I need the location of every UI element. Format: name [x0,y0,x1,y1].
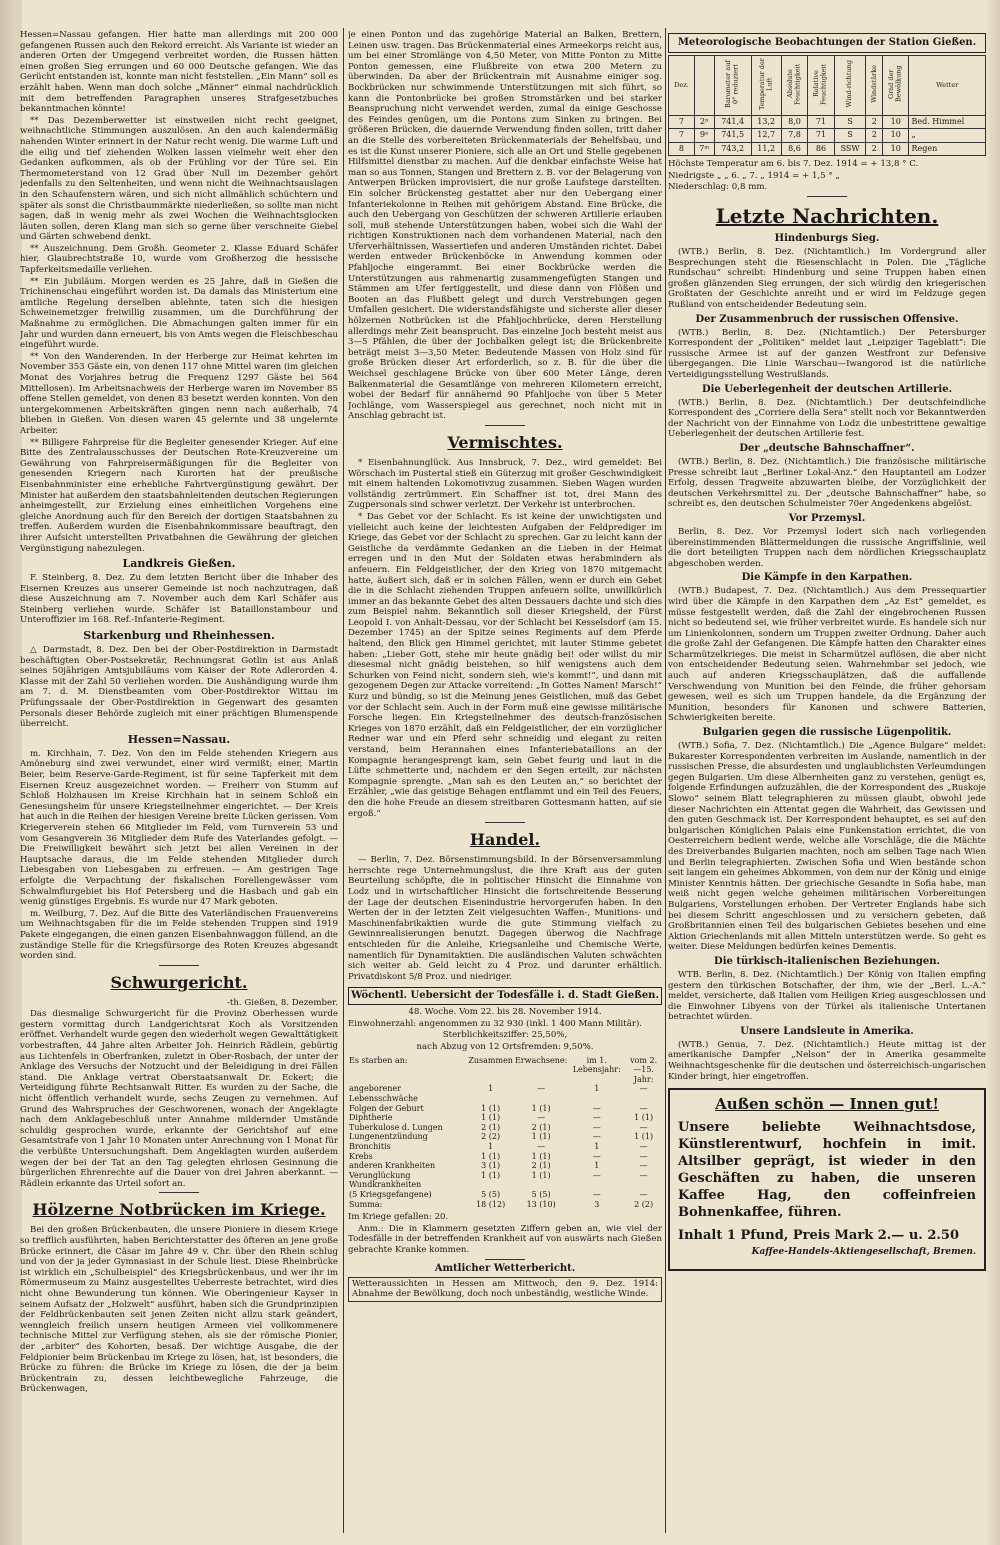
meteo-cell: 8 [669,142,695,156]
table-cell: 1 (1) [531,1151,551,1161]
table-row [348,1190,662,1200]
meteo-cell: S [834,129,866,143]
death-stats-rate-adjusted: nach Abzug von 12 Ortsfremden: 9,50%. [416,1042,594,1053]
death-stats-week: 48. Woche. Vom 22. bis 28. November 1914. [408,1007,602,1018]
news-heading: Bulgarien gegen die russische Lügenpolitik. [702,727,952,739]
table-cell: Verunglückung [349,1170,411,1180]
table-cell: 1 [488,1142,494,1151]
meteo-cell: 743,2 [714,142,751,156]
table-cell: — [639,1142,648,1151]
news-item: (WTB.) Berlin, 8. Dez. (Nichtamtlich.) Die französische militärische Presse schreibt laut „Berliner Lokal-Anz.“ den Hauptanteil am Lodzer Erfolg, dessen Tragweite abzuwarten bleibe, der Vorzüglichkeit der deutschen Verkehrsmittel zu. Der „deutsche Bahnschaffner“ habe, so schreibt es, den deutschen Schulmeister 70er Angedenkens abgelöst. [668,456,986,510]
table-cell: 1 (1) [531,1103,551,1113]
table-cell: Tuberkulose d. Lungen [349,1122,443,1132]
meteo-column-header [714,56,751,116]
table-row [348,1084,662,1103]
table-cell: — [592,1113,601,1123]
court-report: Das diesmalige Schwurgericht für die Provinz Oberhessen wurde gestern vormittag durch Landgerichtsrat Koch als Vorsitzenden eröffnet. Verhandelt wurde gegen den wiederholt wegen Gewalttätigkeit vorbestraften, 44 Jahre alten Arbeiter Joh. Heinrich Rädlein, gebürtig aus Lichtenfels in Oberfranken, zuletzt in Ober-Rosbach, der unter der Anklage des Versuchs der Notzucht und der Beleidigung in drei Fällen stand. Die Anklage vertrat Oberstaatsanwalt Dr. Eckert; die Verteidigung führte Rechtsanwalt Ritter. Es wurden zu der Sache, die nicht öffentlich verhandelt wurde, sechs Zeugen zu vernehmen. Auf Grund des Wahrspruches der Geschworenen, wonach der Angeklagte nach dem Anklagebeschluß unter Annahme mildernder Umstände schuldig gesprochen wurde, erkannte der Gerichtshof auf eine Gesamtstrafe von 1 Jahr 10 Monaten unter Anrechnung von 1 Monat für die verbüßte Untersuchungshaft. Dem Angeklagten wurden außerdem wegen der bei der Tat an den Tag gelegten ehrlosen Gesinnung die bürgerlichen Ehrenrechte auf die Dauer von drei Jahren aberkannt. — Rädlein erkannte das Urteil sofort an. [20,1009,338,1189]
column-2 [348,30,662,1533]
meteo-row [669,142,986,156]
column-header: vom 2.—15. Jahr: [630,1055,658,1084]
divider [485,822,525,823]
bridge-article-part1: Bei den großen Brückenbauten, die unsere Pioniere in diesem Kriege so trefflich ausführten, haben Berichterstatter des öfteren an jene große Brücke erinnert, die Cäsar im Jahre 49 v. Chr. über den Rhein schlug und von der ja jeder Gymnasiast in der Schule liest. Diese Rheinbrücke ist wirklich ein „Schulbeispiel“ des Kriegsbrückenbaus, und wer ihr im Römermuseum zu Mainz ausgestelltes Ueberreste betrachtet, wird dies nicht ohne Bewunderung tun können. Wie Oberingenieur Kayser in seinem Aufsatz der „Holzwelt“ ausführt, haben sich die Grundprinzipien der Feldbrückenbauten seit jenen Zeiten nicht allzu stark geändert, wenngleich freilich unsern heutigen Armeen viel vollkommenere technische Mittel zur Verfügung stehen, als sie der römische Pionier, der „arbiter“ des Kohorten, besaß. Der wichtige Ausgabe, die der Feldpionier beim Brückenbau im Kriege zu lösen, hat, ist besonders, die Brücke zu führen: die Brücke im Kriege zu lösen, die der ja beim Brückentrain zu, dessen leichtbewegliche Fahrzeuge, die Brückenwagen, [20,1225,338,1395]
meteo-cell: 2 [866,115,883,129]
table-cell [467,1180,514,1190]
meteo-cell: 7 [669,129,695,143]
meteo-heading: Meteorologische Beobachtungen der Station Gießen. [668,33,986,53]
meteo-cell: SSW [834,142,866,156]
section-heading-letzte-nachrichten: Letzte Nachrichten. [715,204,939,229]
death-statistics-table [348,1056,662,1210]
meteo-column-header [909,56,986,116]
table-cell: 5 (5) [481,1189,501,1199]
news-heading: Der „deutsche Bahnschaffner“. [739,442,915,454]
table-cell: 2 (2) [481,1132,501,1142]
section-heading-schwurgericht: Schwurgericht. [110,972,248,992]
meteo-column-header [694,56,714,116]
ad-body: Unsere beliebte Weihnachtsdose, Künstlerentwurf, hochfein in imit. Altsilber geprägt, ist wieder in den Geschäften zu haben, die unseren Kaffee Hag, den coffeinfreien Bohnenkaffee, führen. [678,1120,976,1221]
table-cell: Diphtherie [349,1113,393,1123]
table-cell: — [639,1170,648,1180]
meteo-column-header [669,56,695,116]
table-cell: Bronchitis [349,1142,391,1151]
meteo-cell: 8,0 [781,115,807,129]
table-cell: 1 (1) [481,1103,501,1113]
article-paragraph: Hessen=Nassau gefangen. Hier hatte man allerdings mit 200 000 gefangenen Russen auch den Rekord erreicht. Als Variante ist wieder an anderen Orten der Umgegend verbreitet worden, die Russen hätten einen großen Sieg errungen und 60 000 Deutsche gefangen. Wie das Gerücht entstanden ist, konnte man nicht feststellen. „Ein Mann“ soll es erzählt haben. Wenn man doch solche „Männer“ einmal nachdrücklich mit dem betreffenden Paragraphen unseres Strafgesetzbuches bekanntmachen könnte! [20,30,338,115]
table-row [348,1180,662,1190]
table-cell: 1 (1) [481,1113,501,1123]
table-cell: — [639,1084,648,1094]
news-item: Berlin, 8. Dez. Vor Przemysl lodert sich nach vorliegenden übereinstimmenden Blättermeldungen die russische Angriffslinie, weil die dort beteiligten Truppen nach dem nördlichen Kriegsschauplatz abgeschoben werden. [668,526,986,569]
table-cell [514,1180,568,1190]
meteo-cell: 9ⁿ [694,129,714,143]
table-cell: 18 (12) [476,1199,506,1209]
local-news-jubilee: ** Ein Jubiläum. Morgen werden es 25 Jahre, daß in Gießen die Trichinenschau eingeführt worden ist. Da damals das Ministerium eine amtliche Regelung derselben ablehnte, taten sich die hiesigen Schweinemetzger freiwillig zusammen, um die Durchführung der Maßnahme zu ermöglichen. Die Abmachungen galten immer für ein Jahr und wurden dann erneuert, bis von Amts wegen die Fleischbeschau eingeführt wurde. [20,276,338,351]
news-heading: Vor Przemysl. [788,512,866,524]
meteo-cell: 741,5 [714,129,751,143]
meteo-min-temp: Niedrigste „ „ 6. „ 7. „ 1914 = + 1,5 ° „ [668,170,840,181]
news-heading: Die Kämpfe in den Karpathen. [741,572,913,584]
table-cell: Wundkrankheiten [349,1180,422,1190]
section-heading-landkreis: Landkreis Gießen. [122,557,236,571]
section-heading-vermischtes: Vermischtes. [447,432,563,452]
news-item: (WTB.) Budapest, 7. Dez. (Nichtamtlich.) Aus dem Pressequartier wird über die Kämpfe in den Karpathen dem „Az Est“ gemeldet, es müsse festgestellt werden, daß die Zahl der eingebrochenen Russen nicht so bedeutend sei, wie früher verbreitet wurde. Es handele sich nur um Linienkolonnen, sondern um Truppen zweiter Ordnung. Daher auch die große Zahl der Gefangenen. Die Kämpfe hatten den Charakter eines Scharmützelkrieges. Die meist in Scharmützel auflösen, die aber nicht von entscheidender Bedeutung seien. Wahrnehmbar sei jedoch, wie auch auf anderen Kriegsschauplätzen, daß die auffallende Verschwendung von Munition bei den Feinde, die früher gehorsam gewesen, weil es sich um Truppen handele, da die Ergänzung der Munition, besonders für Kanonen und schwere Batterien, Schwierigkeiten bereite. [668,586,986,724]
news-item: (WTB.) Genua, 7. Dez. (Nichtamtlich.) Heute mittag ist der amerikanische Dampfer „Nelson“ der in Amerika gesammelte Weihnachtsgeschenke für die deutschen und österreichisch-ungarischen Kinder bringt, hier eingetroffen. [668,1039,986,1082]
meteo-column-header [866,56,883,116]
divider [485,425,525,426]
table-row [348,1104,662,1114]
table-cell: anderen Krankheiten [349,1161,436,1171]
meteo-header-label: Dez. [674,80,689,89]
meteo-column-header [781,56,807,116]
meteo-header-label: Absolute Feuchtigkeit [786,63,802,105]
table-cell: — [592,1132,601,1142]
local-news-weather: ** Das Dezemberwetter ist einstweilen nicht recht geeignet, weihnachtliche Stimmungen auszulösen. An den auch kalendermäßig nahenden Winter erinnert in der Natur recht wenig. Die warme Luft und die eilig und tief ziehenden Wolken lassen vielmehr weit eher den Gedanken aufkommen, als ob der Frühling vor der Türe sei. Ein Thermometerstand von 12 Grad über Null im Dezember gehört jedenfalls zu den Seltenheiten, und wenn nicht die Weihnachtsauslagen in den Schaufenstern wären, und sich nicht allmählich schüchtern und später als sonst die Christbaummärkte niederließen, so sollte man nicht sagen, daß in wenig mehr als zwei Wochen die Weihnachtsglocken läuten sollen, deren Klang man sich so gerne über verschneite Giebel und Gärten schwebend denkt. [20,115,338,243]
divider [485,1259,525,1260]
table-cell: — [537,1142,546,1151]
meteo-cell: 741,4 [714,115,751,129]
meteo-cell: 7ᵐ [694,142,714,156]
table-cell: — [639,1189,648,1199]
table-cell: angeborener Lebensschwäche [349,1084,418,1104]
meteo-column-header [808,56,834,116]
table-cell: Lungenentzündung [349,1132,428,1142]
news-heading: Die Ueberlegenheit der deutschen Artillerie. [701,383,953,395]
death-stats-rate: Sterblichkeitsziffer: 25,50%, [442,1030,568,1041]
column-header: Es starben an: [349,1055,408,1065]
meteo-cell: 86 [808,142,834,156]
table-cell: — [639,1103,648,1113]
table-cell: — [537,1084,546,1094]
meteo-cell: 11,2 [751,142,781,156]
table-row [348,1113,662,1123]
table-cell: Folgen der Geburt [349,1103,424,1113]
weather-forecast: Wetteraussichten in Hessen am Mittwoch, den 9. Dez. 1914: Abnahme der Bewölkung, doch noch unbeständig, westliche Winde. [348,1277,662,1302]
section-heading-handel: Handel. [469,830,541,850]
table-cell [625,1180,662,1190]
table-row [348,1142,662,1152]
meteo-cell: 2 [866,129,883,143]
meteo-cell: Regen [909,142,986,156]
column-header: im 1. Lebensjahr: [572,1055,621,1075]
table-cell: — [639,1122,648,1132]
district-news-kirchhain: m. Kirchhain, 7. Dez. Von den im Felde stehenden Kriegern aus Amöneburg sind zwei verwundet, einer wird vermißt; einer, Martin Beier, beim Reserve-Garde-Regiment, ist für seine Tapferkeit mit dem Eisernen Kreuz ausgezeichnet worden. — Freiherr von Stumm auf Schloß Holzhausen im Kreise Kirchhain hat in seinem Schloß ein Genesungsheim für unsere Kriegsteilnehmer eingerichtet. — Der Kreis hat auch in die Reihen der hiesigen Vereine breite Lücken gerissen. Vom Kriegerverein stehen 66 Mitglieder im Feld, vom Turnverein 53 und vom Gesangverein 36 Mitglieder dem Rufe des Vaterlandes gefolgt. — Die Freiwilligkeit bewährt sich jetzt bei allen Vereinen in der Hauptsache daraus, die im Felde stehenden Mitglieder durch Liebesgaben von Liebesgaben zu erfreuen. — Am gestrigen Tage erfolgte die Verpachtung der fiskalischen Forellengewässer vom Schwalmflurgebiet bis Hof Petersberg und die Hasbach und gab ein wenig günstiges Ergebnis. Es wurde nur 47 Mark geboten. [20,748,338,908]
table-cell: (5 Kriegsgefangene) [349,1189,432,1199]
table-cell: 2 (1) [481,1122,501,1132]
death-statistics-heading: Wöchentl. Uebersicht der Todesfälle i. d. Stadt Gießen. [348,987,662,1005]
table-cell: — [639,1161,648,1171]
meteo-cell: 71 [808,115,834,129]
table-cell: 3 (1) [481,1161,501,1171]
meteo-cell: Bed. Himmel [909,115,986,129]
table-row [348,1200,662,1210]
meteo-cell: 13,2 [751,115,781,129]
table-cell: 3 [594,1199,600,1209]
column-header: Zusammen [468,1055,513,1065]
meteo-column-header [751,56,781,116]
meteo-table [668,55,986,156]
table-cell: 1 (1) [481,1170,501,1180]
table-cell: 1 (1) [481,1151,501,1161]
ad-headline: Außen schön — Innen gut! [715,1095,939,1114]
meteo-header-label: Windstärke [869,65,878,103]
table-row [348,1123,662,1133]
news-item: (WTB.) Berlin, 8. Dez. (Nichtamtlich.) Der Petersburger Korrespondent der „Politiken“ meldet laut „Leipziger Tageblatt“: Die russische Armee ist auf der ganzen Westfront zur Defensive übergegangen. Die Linie Warschau—Iwangorod ist die natürliche Verteidigungsstellung Westrußlands. [668,327,986,380]
column-3 [668,30,986,1533]
meteo-header-label: Wetter [936,80,959,89]
table-cell: 1 (1) [531,1170,551,1180]
meteo-cell: 2 [866,142,883,156]
table-cell: 1 (1) [634,1132,654,1142]
meteo-header-label: Barometer auf 0° reduziert [724,60,740,108]
table-cell: Summa: [349,1199,383,1209]
district-news-steinberg: F. Steinberg, 8. Dez. Zu dem letzten Bericht über die Inhaber des Eisernen Kreuzes aus unserer Gemeinde ist noch nachzutragen, daß diese Auszeichnung am 7. November auch dem Karl Schäfer aus Steinberg verliehen wurde. Schäfer ist Bataillonstambour und Unteroffizier im 168. Ref.-Infanterie-Regiment. [20,573,338,626]
table-cell: 13 (10) [526,1199,556,1209]
table-cell: — [592,1151,601,1161]
table-cell: — [537,1113,546,1123]
meteo-cell: 2ⁿ [694,115,714,129]
table-cell: 2 (2) [634,1199,654,1209]
table-cell: 1 [594,1084,600,1094]
table-row [348,1161,662,1171]
section-heading-starkenburg: Starkenburg und Rheinhessen. [83,629,275,643]
column-rule-2 [665,28,666,1533]
table-cell: 1 (1) [531,1132,551,1142]
meteo-cell: 10 [883,115,909,129]
news-heading: Unsere Landsleute in Amerika. [740,1025,914,1037]
table-row [348,1132,662,1142]
meteo-column-header [883,56,909,116]
column-1 [20,30,338,1533]
table-cell: — [592,1122,601,1132]
table-cell: 1 [488,1084,494,1094]
meteo-cell: 7,8 [781,129,807,143]
death-stats-war-fallen: Im Kriege gefallen: 20. [348,1212,449,1223]
column-header: Erwachsene: [514,1055,568,1065]
news-heading: Die türkisch-italienischen Beziehungen. [714,955,940,967]
section-heading-wetter: Amtlicher Wetterbericht. [434,1262,576,1274]
table-cell: — [592,1189,601,1199]
meteo-cell: 10 [883,129,909,143]
dateline: -th. Gießen, 8. Dezember. [226,997,338,1008]
table-cell: — [592,1103,601,1113]
paper-edge-stain [0,0,22,1545]
meteo-cell: 12,7 [751,129,781,143]
news-heading: Der Zusammenbruch der russischen Offensive. [695,313,959,325]
table-row [348,1152,662,1162]
table-cell: Krebs [349,1151,373,1161]
divider [159,965,199,966]
news-item: (WTB.) Sofia, 7. Dez. (Nichtamtlich.) Die „Agence Bulgare“ meldet: Bukarester Korrespondenten verbreiten im Auslande, namentlich in der russischen Presse, die absurdesten und unglaublichsten Verleumdungen gegen Bulgarien. Um diese Albernheiten ganz zu verstehen, genügt es, folgende Erfindungen aufzuzählen, die der Korrespondent des „Ruskoje Slowo“ seinem Blatt telegraphieren zu müssen glaubt, obwohl jede dieser Nachrichten ein Attentat gegen die Wahrheit, das Gewissen und den guten Geschmack ist. Der Korrespondent behauptet, es sei auf den bulgarischen Königlichen Palais eine Funkenstation errichtet, die von Oesterreichern bedient werde, welche alle Vorschläge, die die Mächte des Dreiverbandes Bulgarien machten, noch am selben Tage nach Wien und Berlin telegraphierten. Zwischen Sofia und Wien bestände schon seit langem ein geheimes Abkommen, von dem nur der König und einige Minister Kenntnis hätten. Der griechische Gesandte in Sofia habe, man weiß nicht gegen welche geheimen militärischen Vorbereitungen Bulgariens, Vorstellungen erhoben. Der Vertreter Englands habe sich bei diesem Schritt angeschlossen und zu versichern gebeten, daß Großbritannien einen Teil des bulgarischen Gebietes besehen und eine Aktion Griechenlands mit allen Mitteln unterstützen werde. So geht es weiter. Diese Meldungen bedürfen keines Dementis. [668,741,986,953]
district-news-weilburg: m. Weilburg, 7. Dez. Auf die Bitte des Vaterländischen Frauenvereins um Weihnachtsgaben für die im Felde stehenden Truppen sind 1919 Pakete eingegangen, die einen ganzen Eisenbahnwaggon füllend, an die zuständige Stelle für die Kriegsfürsorge des Roten Kreuzes abgesandt worden sind. [20,908,338,962]
death-stats-note: Anm.: Die in Klammern gesetzten Ziffern geben an, wie viel der Todesfälle in der betreffenden Krankheit auf von auswärts nach Gießen gebrachte Kranke kommen. [348,1223,662,1255]
meteo-cell: „ [909,129,986,143]
meteo-cell: 10 [883,142,909,156]
meteo-header-label: Grad der Bewölkung [887,65,903,103]
news-heading: Hindenburgs Sieg. [774,233,880,245]
kaffee-hag-advertisement [668,1088,986,1271]
column-rule-1 [343,28,344,1533]
district-news-darmstadt: △ Darmstadt, 8. Dez. Den bei der Ober-Postdirektion in Darmstadt beschäftigten Ober-Postsekretär, Rechnungsrat Gotlin ist aus Anlaß seines 50jährigen Amtsjubiläums vom Kaiser der Rote Adlerorden 4. Klasse mit der Zahl 50 verliehen worden. Die Aushändigung wurde ihm am 7. d. M. Dienstbeamten vom Ober-Postdirektor Wittau im Prüfungssaale der Ober-Postdirektion in Gegenwart des gesamten Personals dieser Behörde zugleich mit einer prächtigen Blumenspende überreicht. [20,645,338,730]
table-cell: — [639,1151,648,1161]
meteo-row [669,129,986,143]
misc-prayer-before-battle: * Das Gebet vor der Schlacht. Es ist keine der unwichtigsten und vielleicht auch keine der leichtesten Aufgaben der Feldprediger im Kriege, das Gebet vor der Schlacht zu sprechen. Gar zu leicht kann der Geistliche da verdämmte Gedanken an die Lieben in der Heimat erregen und in den Mut der Soldaten etwas herabmindern als anfeuern. Ein Feldgeistlicher, der den Krieg von 1870 mitgemacht hatte, äußert sich, daß er in solchen Fällen, wenn er durch ein Gebet die in die Schlacht ziehenden Truppen anfeuern sollte, unwillkürlich immer an das bekannte Gebet des alten Dessauers dachte und sich dies zum Beispiel nahm. Bekanntlich soll dieser Kriegsheld, der Fürst Leopold I. von Anhalt-Dessau, vor der Schlacht bei Kesselsdorf (am 15. Dezember 1745) an der Spitze seines Regiments auf dem Pferde haltend, den Blick gen Himmel gerichtet, mit lauter Stimme gebetet haben: „Lieber Gott, stehe mir heute gnädig bei! oder willst du mir diesesmal nicht gnädig beistehen, so hilf wenigstens auch dem Schurken von Feind nicht, sondern sieh, wie's kommt!“, und dann mit gezogenem Degen zur Attacke vorreitend: „In Gottes Namen! Marsch!“ Kurz und bündig, so ist die Meinung jenes Geistlichen, muß das Gebet vor der Schlacht sein. Auch in der Form muß eine gewisse militärische Forsche liegen. Ein Kriegsteilnehmer des deutsch-französischen Krieges von 1870 erzählt, daß ein Feldgeistlicher, der ein vorzüglicher Redner war und ein Pferd sehr schneidig und elegant zu reiten verstand, beim Herannahen eines Infanteriebataillons an der Kompagnie herangesprengt kam, sein Gebet feurig und laut in die Lüfte schmetterte und, nachdem er den Segen erteilt, zur nächsten Kompagnie sprengte. „Man sah es den Leuten an,“ so berichtet der Erzähler, „wie das geistige Behagen entflammt und ein Teil des Feuers, den die hohe Freude an diesem streitbaren Gottesmann hatten, auf sie ergoß.“ [348,511,662,819]
table-cell: 2 (1) [531,1161,551,1171]
meteo-header-row [669,56,986,116]
meteo-column-header [834,56,866,116]
table-cell: — [592,1170,601,1180]
misc-train-accident: * Eisenbahnunglück. Aus Innsbruck, 7. Dez., wird gemeldet: Bei Wörschach im Pustertal stieß ein Güterzug mit großer Geschwindigkeit mit einem haltenden Lokomotivzug zusammen. Sieben Wagen wurden vollständig zertrümmert. Ein Schaffner ist tot, drei Mann des Zugpersonals sind schwer verletzt. Der Verkehr ist unterbrochen. [348,457,662,511]
ad-price: Inhalt 1 Pfund, Preis Mark 2.— u. 2.50 [678,1228,959,1244]
ad-company: Kaffee-Handels-Aktiengesellschaft, Bremen. [751,1247,976,1258]
table-cell: 1 [594,1142,600,1151]
meteo-precipitation: Niederschlag: 0,8 mm. [668,182,768,193]
meteo-cell: 7 [669,115,695,129]
news-item: (WTB.) Berlin, 8. Dez. (Nichtamtlich.) Der deutschfeindliche Korrespondent des „Corriere della Sera“ stellt noch vor Bekanntwerden der Nachricht von der Einnahme von Lodz die unbestrittene gewaltige Ueberlegenheit der deutschen Artillerie fest. [668,397,986,440]
table-cell: 2 (1) [531,1122,551,1132]
news-item: WTB. Berlin, 8. Dez. (Nichtamtlich.) Der König von Italien empfing gestern den türkischen Botschafter, der ihm, wie der „Berl. L.-A.“ meldet, versicherte, daß Italien vom Heiligen Krieg ausgeschlossen und die Einwohner Libyens von der Türkei als italienische Untertanen betrachtet würden. [668,969,986,1023]
section-heading-notbruecken: Hölzerne Notbrücken im Kriege. [32,1200,326,1220]
death-stats-population: Einwohnerzahl: angenommen zu 32 930 (inkl. 1 400 Mann Militär). [348,1018,643,1029]
meteo-cell: 71 [808,129,834,143]
meteo-max-temp: Höchste Temperatur am 6. bis 7. Dez. 1914 = + 13,8 ° C. [668,159,919,170]
meteo-header-label: Temperatur der Luft [757,58,774,110]
meteo-cell: 8,6 [781,142,807,156]
local-news-award: ** Auszeichnung. Dem Großh. Geometer 2. Klasse Eduard Schäfer hier, Glaubrechtstraße 10, wurde vom Großherzog die hessische Tapferkeitsmedaille verliehen. [20,243,338,276]
meteo-header-label: Wind-richtung [845,60,854,108]
table-row [348,1171,662,1181]
meteo-cell: S [834,115,866,129]
table-cell [568,1180,625,1190]
stock-market-report: — Berlin, 7. Dez. Börsenstimmungsbild. In der Börsenversammlung herrschte rege Unternehmungslust, die ihre Kraft aus der guten Beurteilung schöpfte, die in politischer Hinsicht die Einnahme von Lodz und in wirtschaftlicher Hinsicht die fortschreitende Besserung der Lage der deutschen Eisenindustrie hervorgerufen haben. In den Werten der in der letzten Zeit vielgesuchten Waffen-, Munitions- und Maschinenfabrikaktien wurde die gute Stimmung vielfach zu Gewinnrealisierungen benutzt. Dagegen überwog die Nachfrage entschieden für die Anleihe, Kriegsanleihe und Chemische Werte, namentlich für Dynamitaktien. Die ausländischen Valuten schwächten sich weiter ab. Geld leicht zu 4 Proz. und darunter erhältlich. Privatdiskont 5/8 Proz. und niedriger. [348,855,662,982]
table-cell: 1 [594,1161,600,1171]
section-heading-hessen-nassau: Hessen=Nassau. [127,732,231,746]
local-news-hostel: ** Von den Wanderenden. In der Herberge zur Heimat kehrten im November 353 Gäste ein, von denen 117 ohne Mittel waren (im gleichen Monat des Vorjahres betrug die Frequenz 1297 Gäste bei 564 Mittellosen). Im Arbeitsnachweis der Herberge waren im November 85 offene Stellen gemeldet, von denen 83 besetzt werden konnten. Von den untergekommenen Arbeitskräften gingen nenn nach außerhalb, 74 blieben in Gießen. Von diesen waren 45 gelernte und 38 ungelernte Arbeiter. [20,351,338,436]
meteo-header-label: Relative Feuchtigkeit [812,63,828,105]
table-cell: 1 (1) [634,1113,654,1123]
table-header-row [348,1056,662,1085]
bridge-article-part2: je einen Ponton und das zugehörige Material an Balken, Brettern, Leinen usw. tragen. Das Brückenmaterial eines Armeekorps reicht aus, um bei einer Stromlänge von 4,50 Meter, von Mitte Ponton zu Mitte Ponton gemessen, eine Flußbreite von etwa 200 Metern zu überwinden. Da aber der Brückentrain mit Ausnahme einiger sog. Bockbrücken nur schwimmende Unterstützungen mit sich führt, so kann die Pontonbrücke bei großen Stromstärken und bei starker Beanspruchung nicht verwendet werden, zumal da einige Geschosse des Feindes genügen, um die Pontons zum Sinken zu bringen. Bei größeren Brücken, die dauernde Verwendung finden sollen, tritt daher an die Stelle des vorbereiteten Brückenmaterials der Behelfsbau, und es ist die Kunst unserer Pioniere, sich alle an Ort und Stelle gegebenen Hilfsmittel dienstbar zu machen. Auf die denkbar einfachste Weise hat man so aus Tonnen, Stangen und Brettern z. B. vor der Belagerung von Antwerpen Brücken improvisiert, die nur große Laufstege darstellten. Ein solcher Brückensteg gestattet aber nur den Uebergang einer Infanteriekolonne in Reihen mit gehörigem Abstand. Eine Brücke, die auch den Uebergang von Geschützen der schweren Artillerie erlauben soll, muß stehende Unterstützungen haben, wobei sich die Wahl der richtigen Konstruktionen nach dem vorhandenen Material, nach den Uferverhältnissen, Wassertiefen und anderen Umständen richtet. Dabei werden entweder Brückenböcke in Anwendung kommen oder Pfahljoche eingerammt. Bei einer Bockbrücke werden die Unterstützungen aus rahmenartig zusammengefügten Stangen und Stämmen am Ufer fertiggestellt, und diese dann von Flößen und Booten an das Flußbett gelegt und durch Verstrebungen gegen Umfallen gesichert. Die widerstandsfähigste und sicherste aller dieser hölzernen Notbrücken ist die Pfahljochbrücke, deren Herstellung allerdings mehr Zeit beansprucht. Das einzelne Joch besteht meist aus 3—5 Pfählen, die über der Jochbalken gelegt ist; die Brückenbreite beträgt meist 3—3,50 Meter. Bedeutende Massen von Holz sind für große Brücken dieser Art erforderlich, so z. B. für die über die Weichsel geschlagene Brücke von über 600 Meter Länge, deren Balkenmaterial die Gesamtlänge von mehreren Kilometern erreicht, wobei der Bedarf für annähernd 90 Pfahljoche von über 5 Meter Jochlänge, vom Wasserspiegel aus gerechnet, noch nicht mit in Anschlag gebracht ist. [348,30,662,422]
divider [159,1192,199,1193]
divider [807,196,847,197]
news-item: (WTB.) Berlin, 8. Dez. (Nichtamtlich.) Im Vordergrund aller Besprechungen steht die Riesenschlacht in Polen. Die „Tägliche Rundschau“ schreibt: Hindenburg und seine Truppen haben einen großen glänzenden Sieg errungen, der sich würdig den kriegerischen Großtaten der Geschichte anreiht und er wird im Feldzuge gegen Rußland von entscheidender Bedeutung sein. [668,247,986,311]
local-news-fares: ** Billigere Fahrpreise für die Begleiter genesender Krieger. Auf eine Bitte des Zentralausschusses der Deutschen Rote-Kreuzvereine um Gewährung von Fahrpreisermäßigungen für die Begleiter von genesenden Kriegern nach Kurorten hat der preußische Eisenbahnminister eine erhebliche Fahrtvergünstigung gewährt. Der Minister hat außerdem den staatsbahnleitenden deutschen Regierungen anheimgestellt, zur Erzielung eines einheitlichen Vorgehens eine gleiche Anordnung auch für den Bereich der dortigen Staatsbahnen zu treffen. Außerdem wurden die Eisenbahnkommissare beauftragt, den ihrer Aufsicht unterstellten Privatbahnen die Gewährung der gleichen Vergünstigung nahezulegen. [20,437,338,554]
table-cell: 5 (5) [531,1189,551,1199]
meteo-row [669,115,986,129]
